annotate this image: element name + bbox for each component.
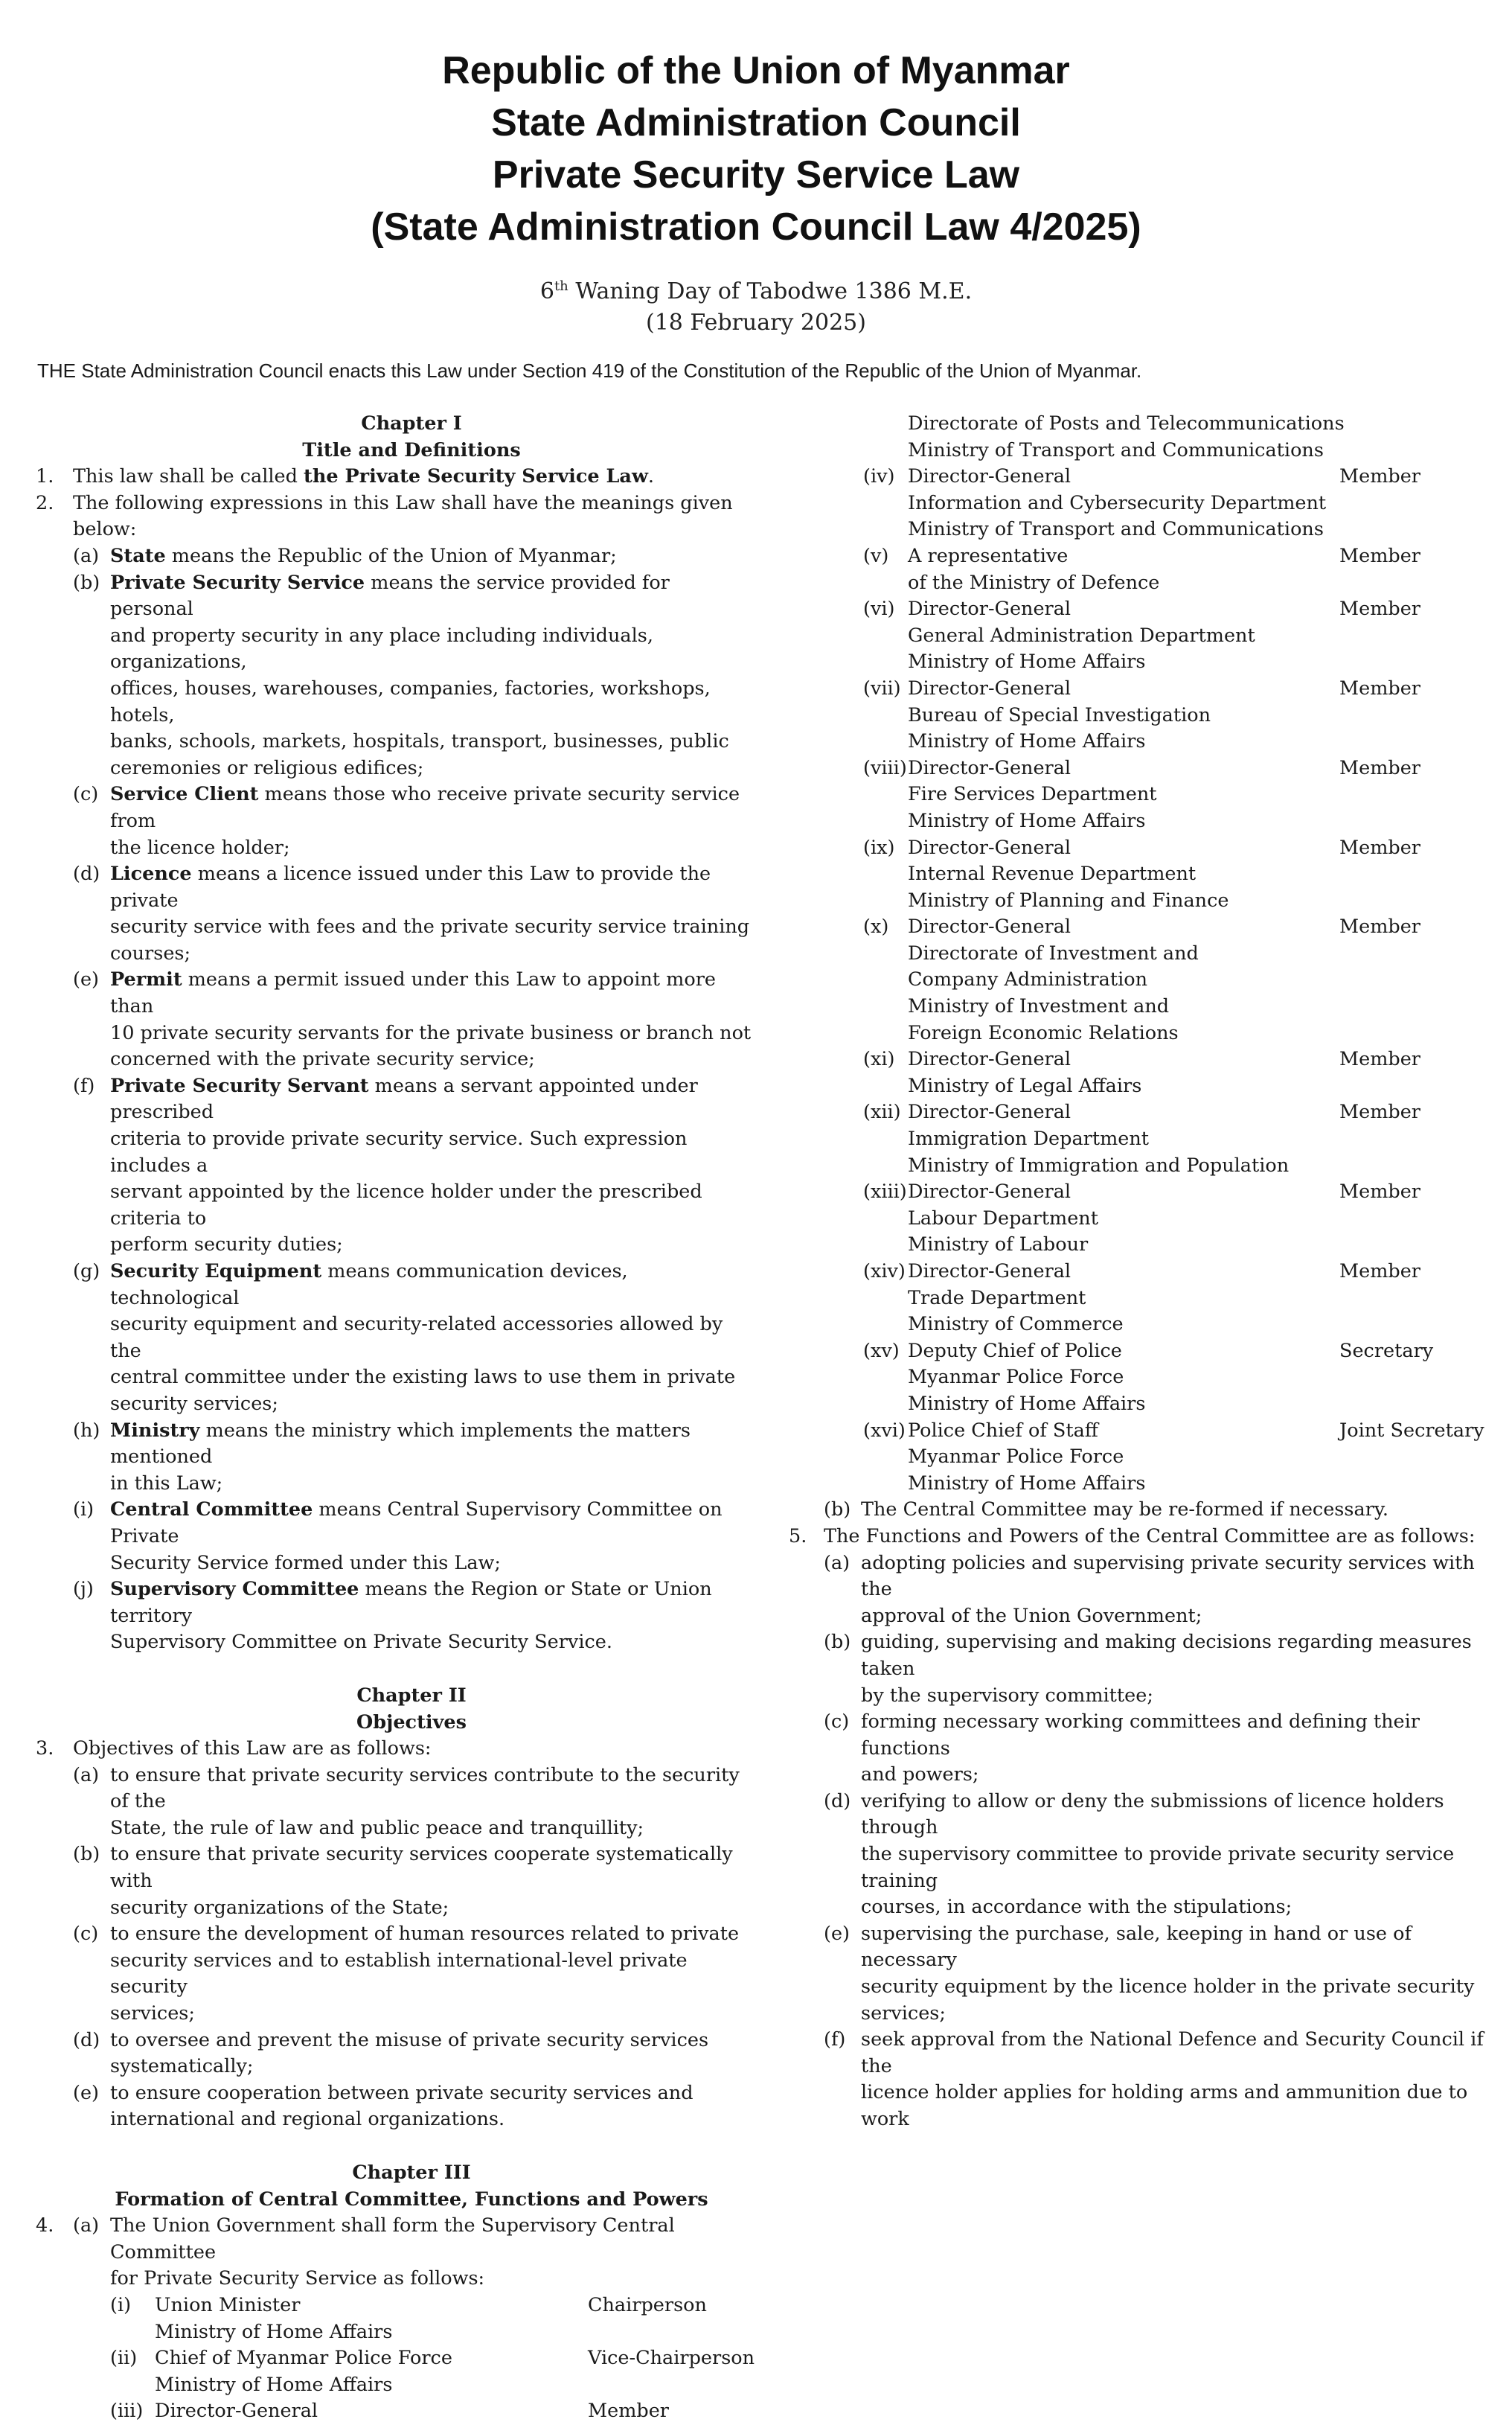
- defined-term: Licence: [110, 863, 192, 886]
- member-number: (xiii): [863, 1180, 907, 1204]
- objective-item: [36, 1763, 757, 1842]
- definition-item: [36, 1259, 757, 1418]
- member-line: Director-General: [908, 1101, 1071, 1124]
- objective-line: to ensure cooperation between private security services and: [110, 2081, 693, 2104]
- enactment-date: [0, 271, 1512, 339]
- committee-member: [36, 2345, 757, 2398]
- member-line: Immigration Department: [908, 1128, 1150, 1151]
- committee-member: [781, 1099, 1496, 1179]
- committee-member: [781, 1179, 1496, 1259]
- definition-item: [36, 1576, 757, 1656]
- definition-first-line: [110, 1418, 757, 1471]
- defined-term: Permit: [110, 968, 182, 991]
- member-line: Ministry of Home Affairs: [908, 730, 1146, 753]
- definition-text: means the ministry which implements the matters mentioned: [110, 1419, 691, 1469]
- definition-line: Security Service formed under this Law;: [110, 1551, 501, 1574]
- definition-line: criteria to provide private security service. Such expression includes a: [110, 1128, 688, 1177]
- member-line: Fire Services Department: [908, 783, 1157, 806]
- definition-text: means those who receive private security service from: [110, 783, 740, 832]
- defined-term: Ministry: [110, 1419, 200, 1442]
- member-line: Directorate of Investment and: [908, 942, 1199, 965]
- member-line: Director-General: [908, 1048, 1071, 1071]
- definition-text: means the Region or State or Union territory: [110, 1578, 712, 1627]
- member-line: Director-General: [155, 2400, 318, 2423]
- definition-text: means a permit issued under this Law to appoint more than: [110, 968, 716, 1018]
- member-number: (vi): [863, 598, 895, 621]
- function-item: [781, 2027, 1496, 2132]
- function-item: [781, 1629, 1496, 1709]
- member-line: Ministry of Home Affairs: [908, 1392, 1146, 1415]
- definition-item: [36, 967, 757, 1073]
- member-role: Member: [1339, 598, 1420, 621]
- definition-item: [36, 861, 757, 967]
- member-line: Police Chief of Staff: [908, 1419, 1098, 1442]
- member-line: Director-General: [908, 1260, 1071, 1282]
- member-role: Member: [588, 2400, 669, 2423]
- member-line: Ministry of Labour: [908, 1233, 1089, 1256]
- objective-item: [36, 2028, 757, 2080]
- section-5: 5. The Functions and Powers of the Central Committee are as follows:: [789, 1524, 1476, 1547]
- committee-member: [781, 543, 1496, 596]
- chapter-subheading: Objectives: [356, 1710, 467, 1734]
- member-line: General Administration Department: [908, 624, 1255, 647]
- item-number: (e): [73, 968, 99, 991]
- member-role: Member: [1339, 1048, 1420, 1071]
- objective-line: to ensure that private security services contribute to the security of the: [110, 1763, 740, 1813]
- committee-member: [781, 1259, 1496, 1338]
- member-line: Ministry of Planning and Finance: [908, 889, 1229, 912]
- committee-members-right: [781, 464, 1496, 1497]
- member-line: Internal Revenue Department: [908, 863, 1197, 886]
- member-line: Ministry of Home Affairs: [155, 2320, 393, 2343]
- member-number: (ix): [863, 836, 895, 859]
- definition-line: concerned with the private security service;: [110, 1048, 535, 1071]
- member-line: Director-General: [908, 677, 1071, 700]
- member-line: Trade Department: [908, 1286, 1086, 1309]
- definition-line: ceremonies or religious edifices;: [110, 756, 424, 779]
- function-line: licence holder applies for holding arms and ammunition due to work: [861, 2081, 1468, 2130]
- item-number: (c): [73, 1923, 99, 1946]
- section-2: 2. The following expressions in this Law shall have the meanings given below:: [36, 491, 733, 541]
- definition-line: security equipment and security-related accessories allowed by the: [110, 1313, 723, 1362]
- function-line: seek approval from the National Defence and Security Council if the: [861, 2028, 1484, 2077]
- member-line: Bureau of Special Investigation: [908, 703, 1211, 726]
- item-number: (a): [73, 1763, 100, 1786]
- objective-line: to oversee and prevent the misuse of private security services: [110, 2028, 709, 2051]
- definition-item: [36, 570, 757, 782]
- member-number: (v): [863, 544, 889, 567]
- item-number: (b): [73, 571, 100, 594]
- member-number: (ii): [110, 2347, 138, 2370]
- objective-line: services;: [110, 2002, 195, 2025]
- member-role: Chairperson: [588, 2293, 707, 2316]
- committee-member: [781, 596, 1496, 676]
- definition-first-line: [110, 543, 757, 570]
- myanmar-date: 6th Waning Day of Tabodwe 1386 M.E.: [539, 278, 973, 304]
- definition-first-line: [110, 570, 757, 623]
- section-3: 3. Objectives of this Law are as follows:: [36, 1737, 432, 1760]
- member-line: of the Ministry of Defence: [908, 571, 1160, 594]
- committee-member: [781, 755, 1496, 835]
- definition-line: 10 private security servants for the private business or branch not: [110, 1021, 752, 1044]
- function-line: supervising the purchase, sale, keeping in hand or use of necessary: [861, 1922, 1412, 1972]
- enactment-statement: THE State Administration Council enacts this Law under Section 419 of the Constitution of the Republic of the Union of Myanmar.: [37, 360, 1142, 382]
- title-line-2: State Administration Council: [491, 101, 1021, 144]
- left-column: [36, 411, 757, 2425]
- item-number: (c): [73, 783, 99, 806]
- definition-first-line: [110, 861, 757, 914]
- member-role: Member: [1339, 677, 1420, 700]
- member-line: A representative: [908, 544, 1069, 567]
- section-4: 4. (a) The Union Government shall form the Supervisory Central Committee for Private Security Service as follows:: [36, 2214, 675, 2290]
- committee-member: [36, 2398, 757, 2425]
- member-line: Ministry of Home Affairs: [908, 809, 1146, 832]
- member-line: Ministry of Legal Affairs: [908, 1074, 1142, 1097]
- member-number: (xv): [863, 1339, 900, 1362]
- member-line: Chief of Myanmar Police Force: [155, 2347, 452, 2370]
- objective-line: to ensure that private security services cooperate systematically with: [110, 1843, 733, 1893]
- member-line: Ministry of Transport and Communications: [908, 518, 1324, 541]
- member-role: Joint Secretary: [1339, 1419, 1484, 1442]
- committee-member: [781, 1047, 1496, 1099]
- definition-line: servant appointed by the licence holder under the prescribed criteria to: [110, 1180, 702, 1230]
- chapter-heading: Chapter I: [361, 412, 462, 435]
- function-line: security equipment by the licence holder in the private security: [861, 1975, 1475, 1999]
- definition-first-line: [110, 1497, 757, 1550]
- definition-text: means a servant appointed under prescribed: [110, 1074, 698, 1124]
- member-line: Myanmar Police Force: [908, 1366, 1124, 1389]
- function-line: courses, in accordance with the stipulations;: [861, 1896, 1292, 1919]
- function-line: forming necessary working committees and defining their functions: [861, 1710, 1420, 1760]
- gregorian-date: (18 February 2025): [646, 310, 866, 336]
- definition-text: means the service provided for personal: [110, 571, 670, 621]
- member-role: Member: [1339, 1260, 1420, 1282]
- definition-first-line: [110, 1073, 757, 1126]
- item-number: (j): [73, 1578, 94, 1601]
- defined-term: Service Client: [110, 783, 259, 806]
- member-number: (vii): [863, 677, 901, 700]
- definition-line: security services;: [110, 1392, 278, 1415]
- item-number: (e): [824, 1922, 850, 1945]
- member-role: Member: [1339, 1180, 1420, 1204]
- item-number: (e): [73, 2081, 99, 2104]
- function-line: adopting policies and supervising private security services with the: [861, 1551, 1475, 1601]
- section-1: 1. This law shall be called the Private Security Service Law.: [36, 465, 655, 488]
- item-number: (f): [824, 2028, 846, 2051]
- member-line: Director-General: [908, 465, 1071, 488]
- chapter-heading: Chapter III: [352, 2162, 471, 2184]
- definition-line: the licence holder;: [110, 836, 290, 859]
- function-line: by the supervisory committee;: [861, 1684, 1153, 1707]
- member-role: Member: [1339, 465, 1420, 488]
- member-line: Myanmar Police Force: [908, 1445, 1124, 1469]
- committee-member: [781, 914, 1496, 1047]
- definition-text: means communication devices, technological: [110, 1260, 628, 1309]
- member-number: (xi): [863, 1048, 895, 1071]
- member-line: Ministry of Commerce: [908, 1313, 1124, 1336]
- objective-line: security services and to establish international-level private security: [110, 1949, 688, 1999]
- member-line: Ministry of Home Affairs: [908, 651, 1146, 674]
- definition-text: means the Republic of the Union of Myanmar;: [165, 544, 617, 567]
- member-line: Information and Cybersecurity Department: [908, 491, 1327, 514]
- function-line: and powers;: [861, 1763, 979, 1786]
- section-4b: (b) The Central Committee may be re-formed if necessary.: [824, 1498, 1388, 1521]
- objective-line: security organizations of the State;: [110, 1896, 449, 1919]
- member-line: Union Minister: [155, 2293, 301, 2316]
- function-line: the supervisory committee to provide private security service training: [861, 1843, 1455, 1892]
- definition-first-line: [110, 1576, 757, 1629]
- committee-member: [781, 1338, 1496, 1418]
- definition-item: [36, 782, 757, 861]
- function-item: [781, 1550, 1496, 1630]
- chapter-subheading: Formation of Central Committee, Functions and Powers: [115, 2188, 708, 2211]
- right-column: [781, 411, 1496, 2133]
- member-line: Foreign Economic Relations: [908, 1021, 1179, 1044]
- definition-line: courses;: [110, 942, 191, 965]
- member-line: Ministry of Home Affairs: [155, 2373, 393, 2396]
- definition-line: Supervisory Committee on Private Security Service.: [110, 1631, 612, 1654]
- title-line-3: Private Security Service Law: [492, 153, 1020, 197]
- item-number: (a): [824, 1551, 850, 1574]
- definitions-list: [36, 543, 757, 1656]
- member-iii-continuation: Directorate of Posts and Telecommunications Ministry of Transport and Communications: [908, 412, 1345, 461]
- objective-line: international and regional organizations.: [110, 2108, 505, 2131]
- member-role: Member: [1339, 756, 1420, 779]
- member-number: (xii): [863, 1101, 901, 1124]
- defined-term: Security Equipment: [110, 1260, 322, 1282]
- definition-item: [36, 543, 757, 570]
- definition-line: offices, houses, warehouses, companies, factories, workshops, hotels,: [110, 677, 711, 726]
- objective-line: State, the rule of law and public peace and tranquillity;: [110, 1816, 644, 1839]
- chapter-subheading: Title and Definitions: [302, 438, 521, 461]
- law-title: [0, 45, 1512, 253]
- defined-term: Supervisory Committee: [110, 1578, 359, 1601]
- item-number: (d): [73, 863, 100, 886]
- committee-member: [36, 2293, 757, 2345]
- function-item: [781, 1789, 1496, 1921]
- definition-item: [36, 1418, 757, 1498]
- item-number: (d): [824, 1789, 851, 1812]
- defined-term: Private Security Service: [110, 571, 365, 594]
- definition-item: [36, 1497, 757, 1576]
- definition-first-line: [110, 967, 757, 1020]
- definition-line: in this Law;: [110, 1472, 223, 1495]
- chapter-heading: Chapter II: [356, 1684, 467, 1707]
- committee-member: [781, 676, 1496, 755]
- member-role: Vice-Chairperson: [588, 2347, 755, 2370]
- member-number: (iii): [110, 2400, 144, 2423]
- defined-term: State: [110, 544, 166, 567]
- definition-first-line: [110, 782, 757, 834]
- member-line: Director-General: [908, 598, 1071, 621]
- definition-item: [36, 1073, 757, 1259]
- committee-member: [781, 1418, 1496, 1498]
- member-number: (xiv): [863, 1260, 906, 1282]
- definition-line: perform security duties;: [110, 1233, 343, 1256]
- member-number: (iv): [863, 465, 895, 488]
- committee-member: [781, 464, 1496, 543]
- definition-text: means Central Supervisory Committee on Private: [110, 1498, 723, 1547]
- committee-members-left: [36, 2293, 757, 2425]
- definition-line: and property security in any place including individuals, organizations,: [110, 624, 653, 674]
- member-role: Member: [1339, 544, 1420, 567]
- definition-line: security service with fees and the private security service training: [110, 916, 750, 939]
- item-number: (g): [73, 1260, 100, 1282]
- title-line-4: (State Administration Council Law 4/2025): [371, 205, 1141, 249]
- function-line: guiding, supervising and making decisions regarding measures taken: [861, 1631, 1472, 1680]
- item-number: (b): [824, 1631, 851, 1654]
- member-role: Member: [1339, 916, 1420, 939]
- member-line: Ministry of Immigration and Population: [908, 1154, 1290, 1177]
- defined-term: Private Security Servant: [110, 1074, 369, 1097]
- item-number: (c): [824, 1710, 850, 1734]
- item-number: (f): [73, 1074, 95, 1097]
- definition-first-line: [110, 1259, 757, 1311]
- member-line: Labour Department: [908, 1207, 1098, 1230]
- member-number: (viii): [863, 756, 907, 779]
- committee-member: [781, 835, 1496, 915]
- objectives-list: [36, 1763, 757, 2133]
- objective-line: to ensure the development of human resources related to private: [110, 1923, 740, 1946]
- function-line: verifying to allow or deny the submissions of licence holders through: [861, 1789, 1444, 1839]
- defined-term: Central Committee: [110, 1498, 313, 1521]
- member-line: Director-General: [908, 756, 1071, 779]
- item-number: (d): [73, 2028, 100, 2051]
- member-line: Director-General: [908, 916, 1071, 939]
- member-line: Director-General: [908, 1180, 1071, 1204]
- member-role: Member: [1339, 1101, 1420, 1124]
- objective-item: [36, 2080, 757, 2133]
- member-number: (x): [863, 916, 889, 939]
- objective-item: [36, 1921, 757, 2027]
- member-line: Ministry of Home Affairs: [908, 1472, 1146, 1495]
- definition-line: banks, schools, markets, hospitals, transport, businesses, public: [110, 730, 729, 753]
- member-number: (i): [110, 2293, 132, 2316]
- function-line: services;: [861, 2001, 946, 2025]
- item-number: (a): [73, 544, 100, 567]
- function-line: approval of the Union Government;: [861, 1604, 1202, 1627]
- member-line: Deputy Chief of Police: [908, 1339, 1122, 1362]
- item-number: (h): [73, 1419, 100, 1442]
- definition-text: means a licence issued under this Law to provide the private: [110, 863, 711, 912]
- member-role: Member: [1339, 836, 1420, 859]
- definition-line: central committee under the existing laws to use them in private: [110, 1366, 736, 1389]
- function-item: [781, 1921, 1496, 2027]
- member-line: Director-General: [908, 836, 1071, 859]
- item-number: (b): [73, 1843, 100, 1866]
- function-item: [781, 1709, 1496, 1789]
- functions-list: [781, 1550, 1496, 2133]
- member-role: Secretary: [1339, 1339, 1434, 1362]
- item-number: (i): [73, 1498, 94, 1521]
- title-line-1: Republic of the Union of Myanmar: [442, 49, 1070, 92]
- member-line: Ministry of Investment and: [908, 995, 1170, 1018]
- objective-line: systematically;: [110, 2055, 254, 2078]
- member-number: (xvi): [863, 1419, 906, 1442]
- objective-item: [36, 1841, 757, 1921]
- member-line: Company Administration: [908, 968, 1148, 991]
